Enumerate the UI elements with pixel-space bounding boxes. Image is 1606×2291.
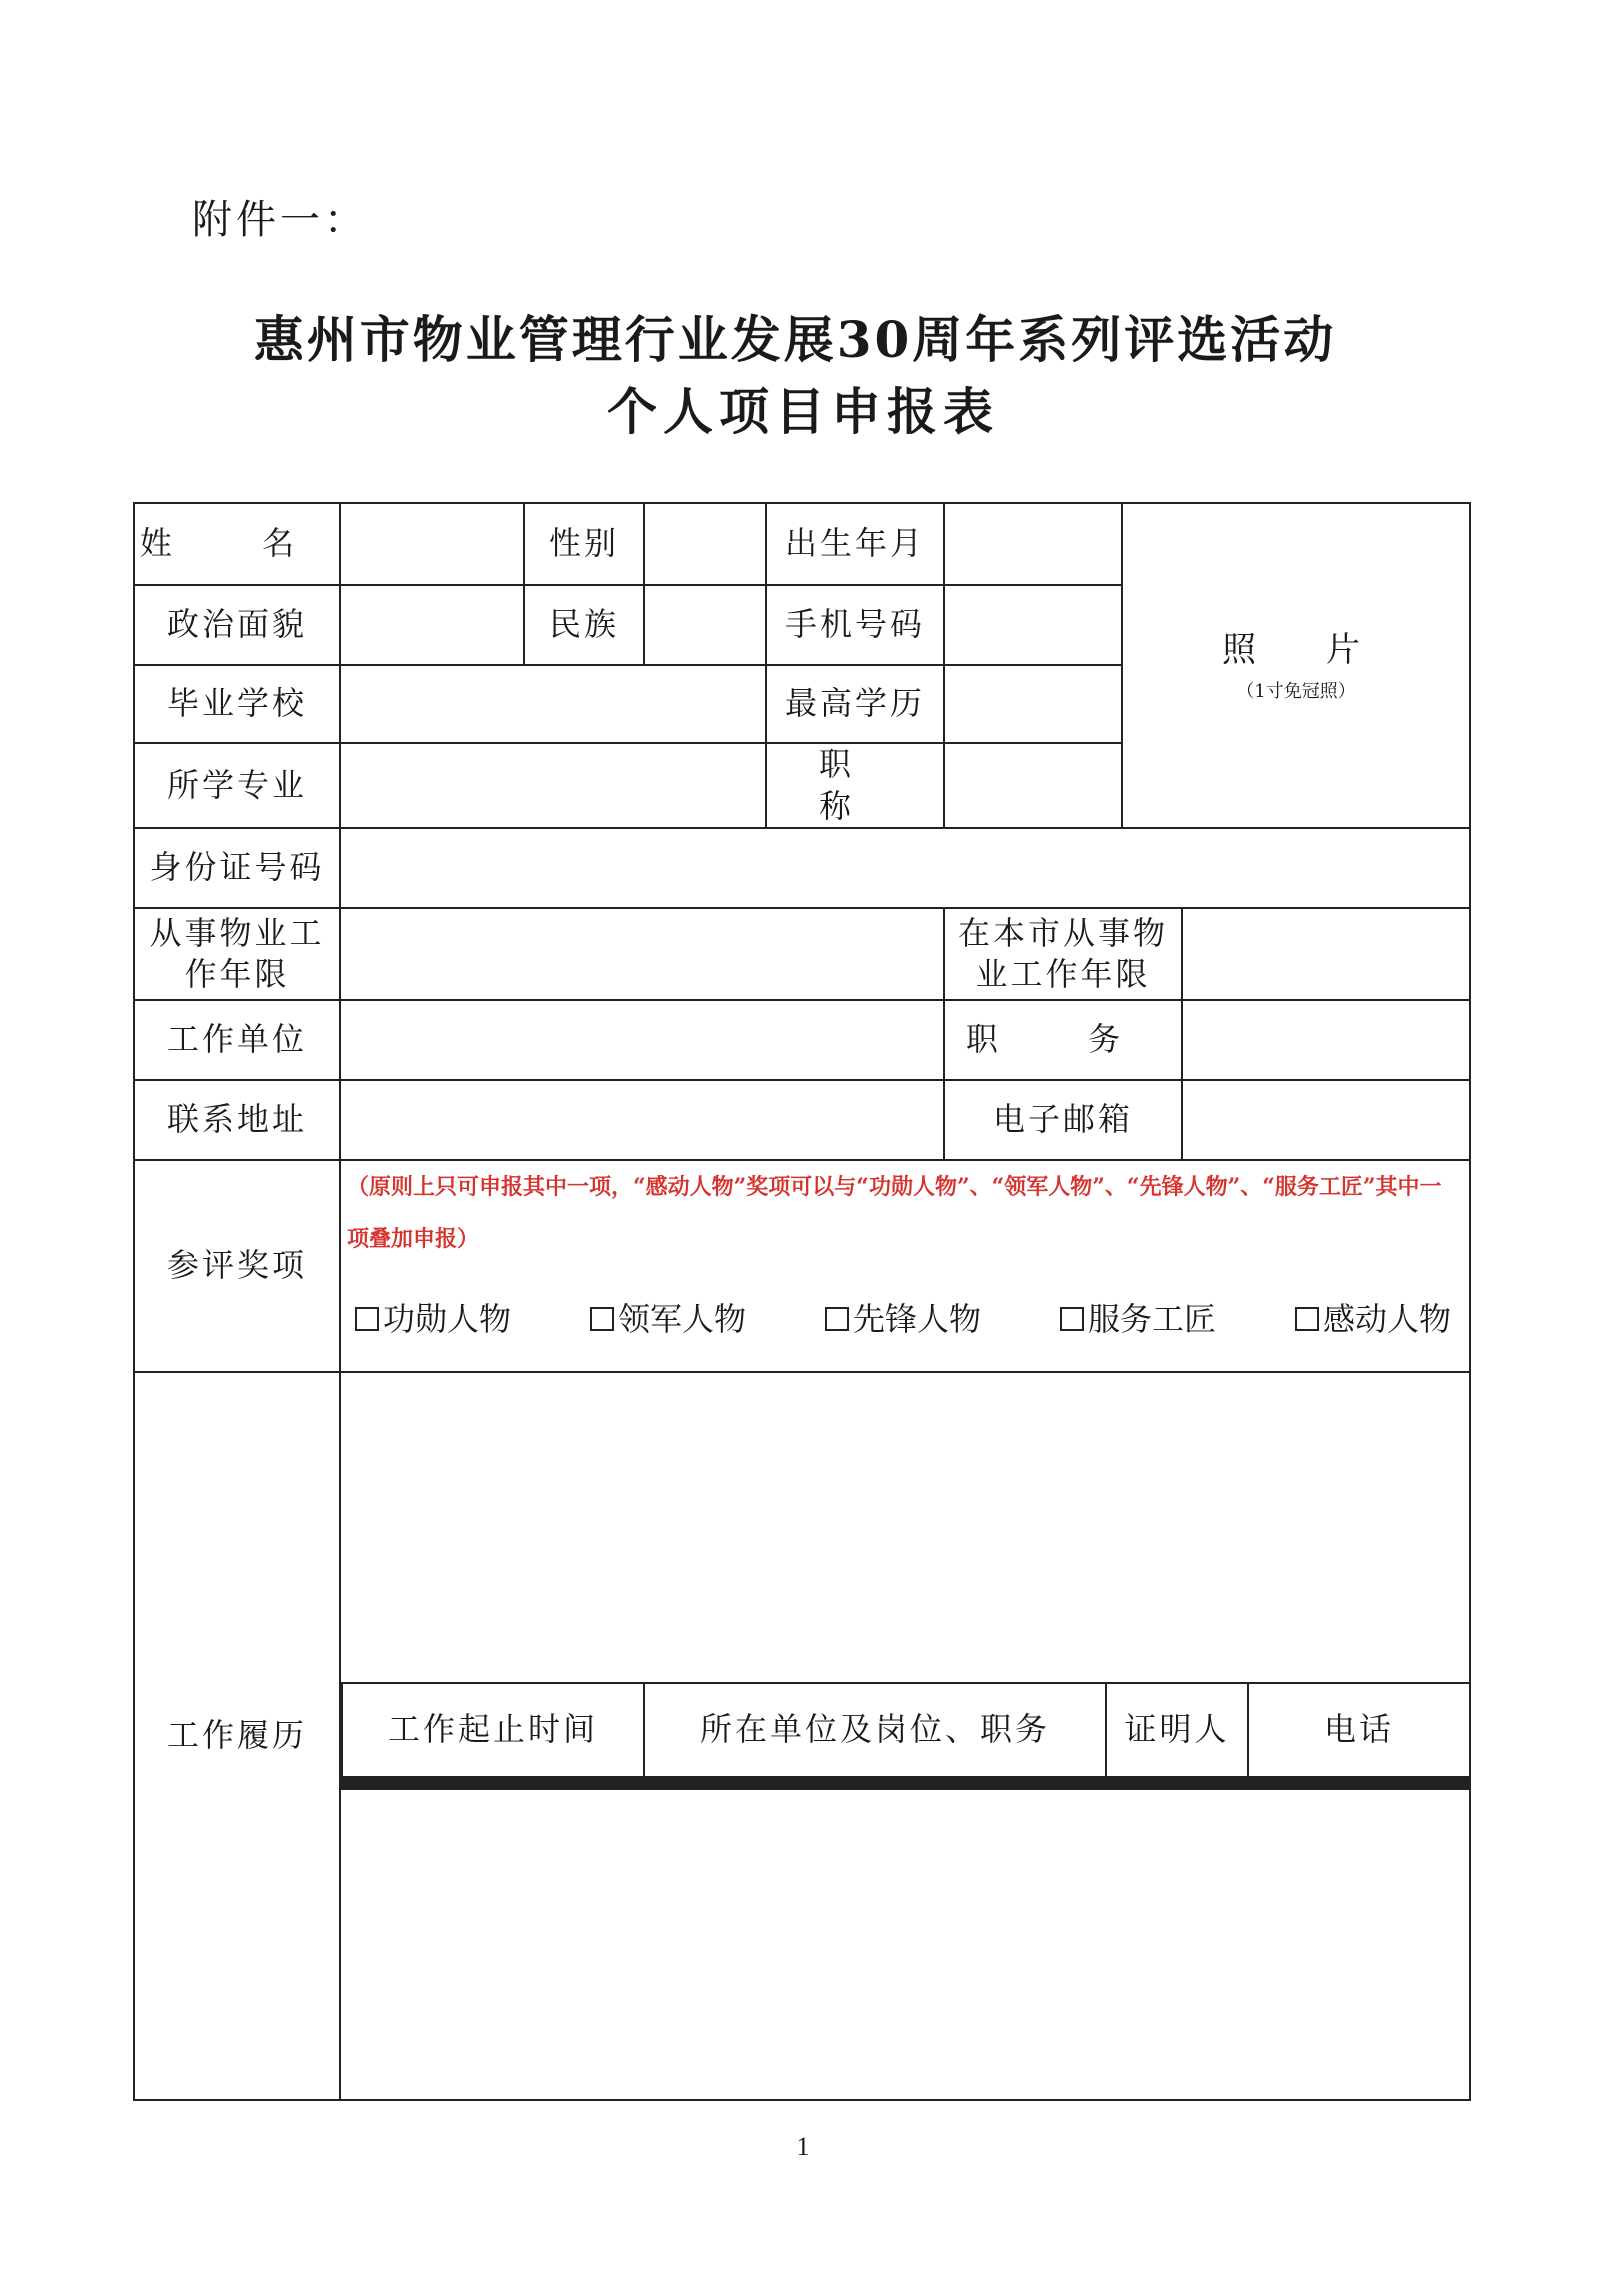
checkbox-icon[interactable] [355, 1307, 379, 1331]
input-title[interactable] [944, 743, 1122, 828]
input-education[interactable] [944, 665, 1122, 743]
label-address: 联系地址 [134, 1080, 340, 1160]
history-header-unit: 所在单位及岗位、职务 [644, 1683, 1106, 1777]
award-option[interactable]: 服务工匠 [1060, 1299, 1216, 1341]
history-cell [340, 1372, 1470, 2100]
checkbox-icon[interactable] [590, 1307, 614, 1331]
label-birth: 出生年月 [766, 503, 944, 585]
history-phone[interactable] [1248, 1789, 1469, 1790]
label-major: 所学专业 [134, 743, 340, 828]
input-position[interactable] [1182, 1000, 1470, 1080]
label-history: 工作履历 [134, 1372, 340, 2100]
label-school: 毕业学校 [134, 665, 340, 743]
label-title: 职 称 [766, 743, 944, 828]
label-ethnicity: 民族 [524, 585, 644, 665]
label-employer: 工作单位 [134, 1000, 340, 1080]
checkbox-icon[interactable] [1295, 1307, 1319, 1331]
award-option[interactable]: 感动人物 [1295, 1299, 1451, 1341]
history-witness[interactable] [1106, 1789, 1248, 1790]
award-options [341, 1299, 1469, 1341]
page-number: 1 [796, 2132, 810, 2161]
application-form [133, 502, 1471, 2101]
input-name[interactable] [340, 503, 524, 585]
input-birth[interactable] [944, 503, 1122, 585]
label-education: 最高学历 [766, 665, 944, 743]
label-years-industry: 从事物业工作年限 [134, 908, 340, 1000]
label-politics: 政治面貌 [134, 585, 340, 665]
photo-note: （1寸免冠照） [1236, 680, 1356, 702]
history-unit[interactable] [644, 1789, 1106, 1790]
input-major[interactable] [340, 743, 766, 828]
label-email: 电子邮箱 [944, 1080, 1182, 1160]
history-period[interactable] [342, 1789, 644, 1790]
input-politics[interactable] [340, 585, 524, 665]
input-school[interactable] [340, 665, 766, 743]
input-phone[interactable] [944, 585, 1122, 665]
label-position: 职 务 [944, 1000, 1182, 1080]
attachment-label: 附件一： [192, 197, 368, 243]
history-row [342, 1789, 1469, 1790]
history-header-witness: 证明人 [1106, 1683, 1248, 1777]
input-ethnicity[interactable] [644, 585, 766, 665]
label-awards: 参评奖项 [134, 1160, 340, 1372]
award-option[interactable]: 先锋人物 [825, 1299, 981, 1341]
input-id-number[interactable] [340, 828, 1470, 908]
label-id-number: 身份证号码 [134, 828, 340, 908]
history-header-period: 工作起止时间 [342, 1683, 644, 1777]
awards-cell [340, 1160, 1470, 1372]
history-table [341, 1682, 1469, 1790]
photo-box[interactable] [1122, 503, 1470, 828]
label-gender: 性别 [524, 503, 644, 585]
input-years-industry[interactable] [340, 908, 944, 1000]
award-option[interactable]: 领军人物 [590, 1299, 746, 1341]
input-address[interactable] [340, 1080, 944, 1160]
history-header-phone: 电话 [1248, 1683, 1469, 1777]
checkbox-icon[interactable] [825, 1307, 849, 1331]
label-phone: 手机号码 [766, 585, 944, 665]
awards-note: （原则上只可申报其中一项，“感动人物”奖项可以与“功勋人物”、“领军人物”、“先锋人物”、“服务工匠”其中一项叠加申报） [347, 1174, 1442, 1253]
input-email[interactable] [1182, 1080, 1470, 1160]
form-subtitle: 个人项目申报表 [607, 382, 999, 441]
label-years-local: 在本市从事物业工作年限 [944, 908, 1182, 1000]
input-gender[interactable] [644, 503, 766, 585]
form-title: 惠州市物业管理行业发展30周年系列评选活动 [253, 310, 1337, 369]
checkbox-icon[interactable] [1060, 1307, 1084, 1331]
label-name: 姓 名 [134, 503, 340, 585]
input-employer[interactable] [340, 1000, 944, 1080]
award-option[interactable]: 功勋人物 [355, 1299, 511, 1341]
input-years-local[interactable] [1182, 908, 1470, 1000]
photo-label: 照片 [1222, 629, 1430, 670]
